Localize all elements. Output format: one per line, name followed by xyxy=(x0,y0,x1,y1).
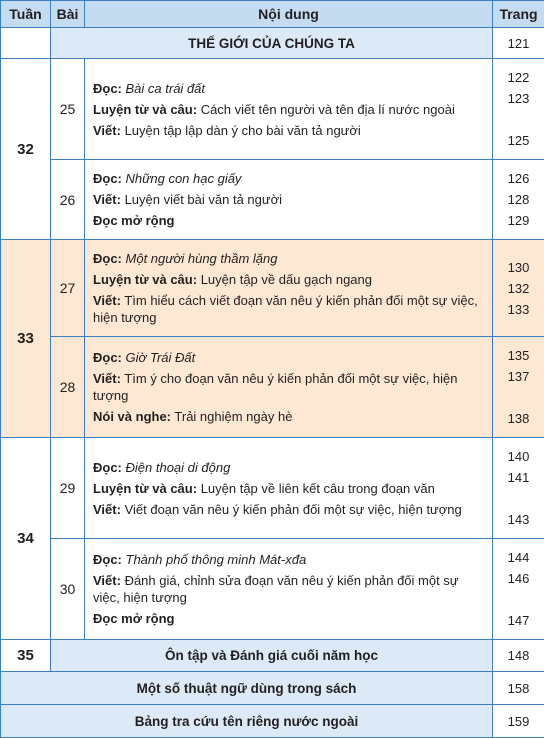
table-row xyxy=(1,160,544,240)
table-row xyxy=(1,59,544,160)
review-page: 148 xyxy=(493,640,544,672)
lesson-number: 30 xyxy=(51,539,85,640)
list-item: Đọc: Bài ca trái đất xyxy=(93,80,484,97)
header-page: Trang xyxy=(493,1,544,28)
table-row xyxy=(1,240,544,337)
header-week: Tuần xyxy=(1,1,51,28)
list-item: Luyện từ và câu: Luyện tập về liên kết câu trong đoạn văn xyxy=(93,480,484,497)
table-row xyxy=(1,337,544,438)
lesson-entries xyxy=(85,539,493,640)
list-item: Đọc: Thành phố thông minh Mát-xđa xyxy=(93,551,484,568)
page-numbers: 144 146 147 xyxy=(493,539,544,640)
lesson-entries xyxy=(85,160,493,240)
names-index-page: 159 xyxy=(493,705,544,738)
glossary-row xyxy=(1,672,544,705)
lesson-entries xyxy=(85,337,493,438)
list-item: Luyện từ và câu: Luyện tập về dấu gạch ngang xyxy=(93,271,484,288)
table-row xyxy=(1,539,544,640)
list-item: Viết: Viết đoạn văn nêu ý kiến phản đối một sự việc, hiện tượng xyxy=(93,501,484,518)
list-item: Viết: Đánh giá, chỉnh sửa đoạn văn nêu ý kiến phản đối một sự việc, hiện tượng xyxy=(93,572,484,606)
list-item: Luyện từ và câu: Cách viết tên người và tên địa lí nước ngoài xyxy=(93,101,484,118)
lesson-number: 26 xyxy=(51,160,85,240)
header-row xyxy=(1,1,544,28)
page-numbers: 130 132 133 xyxy=(493,240,544,337)
week-number: 33 xyxy=(1,240,51,438)
lesson-number: 28 xyxy=(51,337,85,438)
week-number: 32 xyxy=(1,59,51,240)
glossary-page: 158 xyxy=(493,672,544,705)
week-number: 35 xyxy=(1,640,51,672)
list-item: Viết: Tìm ý cho đoạn văn nêu ý kiến phản đối một sự việc, hiện tượng xyxy=(93,370,484,404)
list-item: Viết: Luyện viết bài văn tả người xyxy=(93,191,484,208)
names-index-row xyxy=(1,705,544,738)
review-title: Ôn tập và Đánh giá cuối năm học xyxy=(51,640,493,672)
lesson-number: 27 xyxy=(51,240,85,337)
list-item: Viết: Luyện tập lập dàn ý cho bài văn tả người xyxy=(93,122,484,139)
page-numbers: 140 141 143 xyxy=(493,438,544,539)
list-item: Viết: Tìm hiểu cách viết đoạn văn nêu ý kiến phản đối một sự việc, hiện tượng xyxy=(93,292,484,326)
list-item: Đọc: Một người hùng thầm lặng xyxy=(93,250,484,267)
review-row xyxy=(1,640,544,672)
lesson-entries xyxy=(85,438,493,539)
table-row xyxy=(1,438,544,539)
theme-row xyxy=(1,28,544,59)
theme-page: 121 xyxy=(493,28,544,59)
glossary-title: Một số thuật ngữ dùng trong sách xyxy=(1,672,493,705)
names-index-title: Bảng tra cứu tên riêng nước ngoài xyxy=(1,705,493,738)
list-item: Đọc: Những con hạc giấy xyxy=(93,170,484,187)
lesson-entries xyxy=(85,59,493,160)
lesson-number: 29 xyxy=(51,438,85,539)
list-item: Đọc mở rộng xyxy=(93,212,484,229)
header-lesson: Bài xyxy=(51,1,85,28)
page-numbers: 122 123 125 xyxy=(493,59,544,160)
list-item: Đọc mở rộng xyxy=(93,610,484,627)
lesson-number: 25 xyxy=(51,59,85,160)
theme-title: THẾ GIỚI CỦA CHÚNG TA xyxy=(51,28,493,59)
week-number: 34 xyxy=(1,438,51,640)
page-numbers: 126 128 129 xyxy=(493,160,544,240)
page-numbers: 135 137 138 xyxy=(493,337,544,438)
list-item: Nói và nghe: Trải nghiệm ngày hè xyxy=(93,408,484,425)
list-item: Đọc: Giờ Trái Đất xyxy=(93,349,484,366)
header-content: Nội dung xyxy=(85,1,493,28)
lesson-entries xyxy=(85,240,493,337)
list-item: Đọc: Điện thoại di động xyxy=(93,459,484,476)
